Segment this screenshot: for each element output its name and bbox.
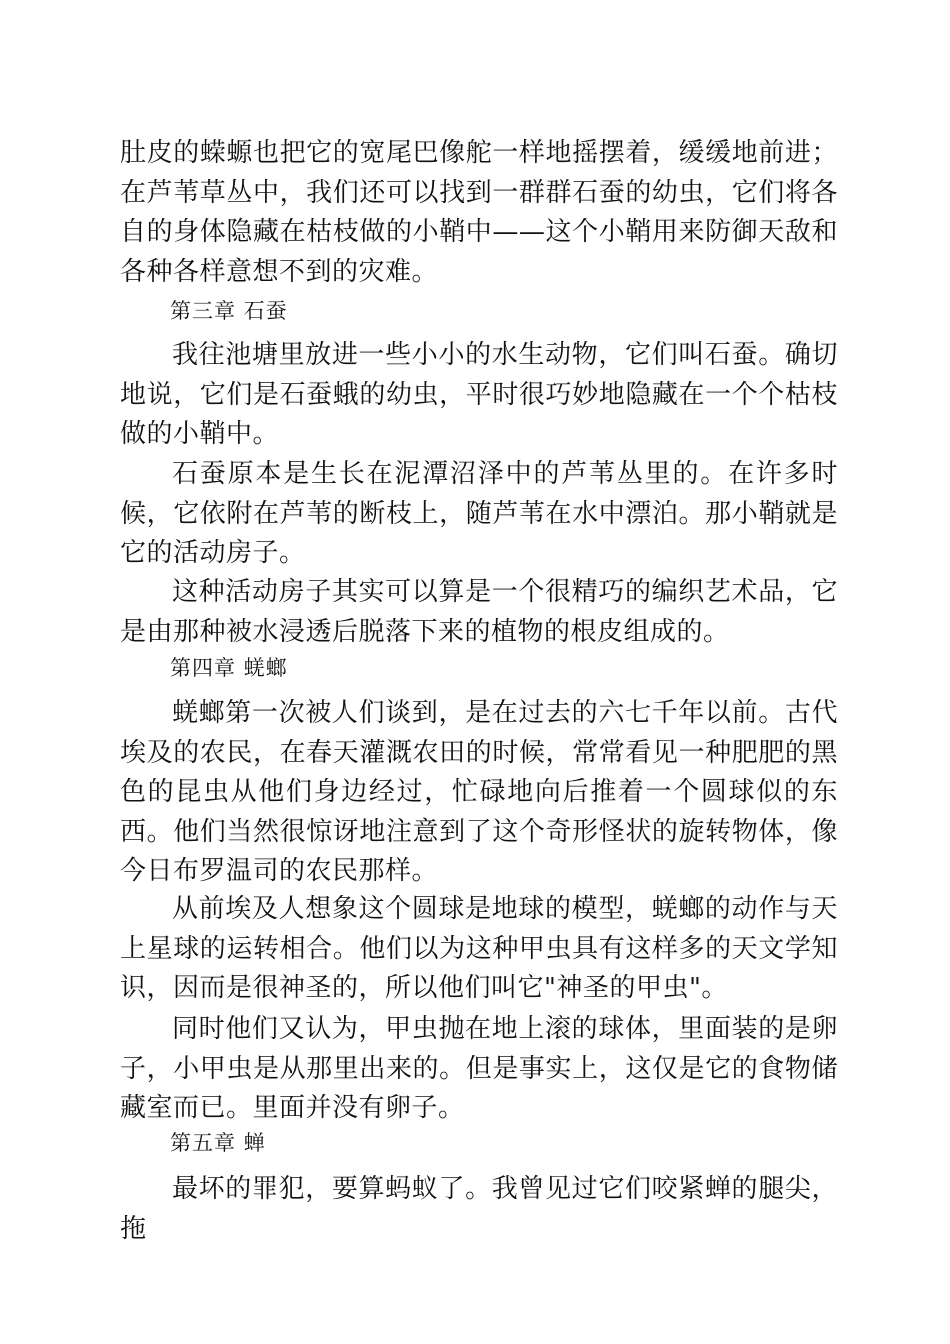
- paragraph-scarab-egypt: 从前埃及人想象这个圆球是地球的模型，蜣螂的动作与天上星球的运转相合。他们以为这种甲虫具有这样多的天文学知识，因而是很神圣的，所以他们叫它"神圣的甲虫"。: [120, 894, 838, 1003]
- paragraph-scarab-ball: 同时他们又认为，甲虫抛在地上滚的球体，里面装的是卵子，小甲虫是从那里出来的。但是事实上，这仅是它的食物储藏室而已。里面并没有卵子。: [120, 1014, 838, 1123]
- paragraph-caddis-intro: 我往池塘里放进一些小小的水生动物，它们叫石蚕。确切地说，它们是石蚕蛾的幼虫，平时很巧妙地隐藏在一个个枯枝做的小鞘中。: [120, 340, 838, 449]
- paragraph-caddis-habitat: 石蚕原本是生长在泥潭沼泽中的芦苇丛里的。在许多时候，它依附在芦苇的断枝上，随芦苇在水中漂泊。那小鞘就是它的活动房子。: [120, 459, 838, 568]
- paragraph-scarab-history: 蜣螂第一次被人们谈到，是在过去的六七千年以前。古代埃及的农民，在春天灌溉农田的时候，常常看见一种肥肥的黑色的昆虫从他们身边经过，忙碌地向后推着一个圆球似的东西。他们当然很惊讶地注意到了这个奇形怪状的旋转物体，像今日布罗温司的农民那样。: [120, 698, 838, 886]
- paragraph-caddis-house: 这种活动房子其实可以算是一个很精巧的编织艺术品，它是由那种被水浸透后脱落下来的植物的根皮组成的。: [120, 577, 838, 647]
- paragraph-salamander-caddis: 肚皮的蝾螈也把它的宽尾巴像舵一样地摇摆着，缓缓地前进；在芦苇草丛中，我们还可以找到一群群石蚕的幼虫，它们将各自的身体隐藏在枯枝做的小鞘中——这个小鞘用来防御天敌和各种各样意想不到的灾难。: [120, 138, 838, 287]
- paragraph-cicada-ants: 最坏的罪犯，要算蚂蚁了。我曾见过它们咬紧蝉的腿尖，拖: [120, 1174, 838, 1244]
- chapter-heading-5: 第五章 蝉: [170, 1131, 266, 1155]
- chapter-heading-4: 第四章 蜣螂: [170, 656, 288, 680]
- chapter-heading-3: 第三章 石蚕: [170, 299, 288, 323]
